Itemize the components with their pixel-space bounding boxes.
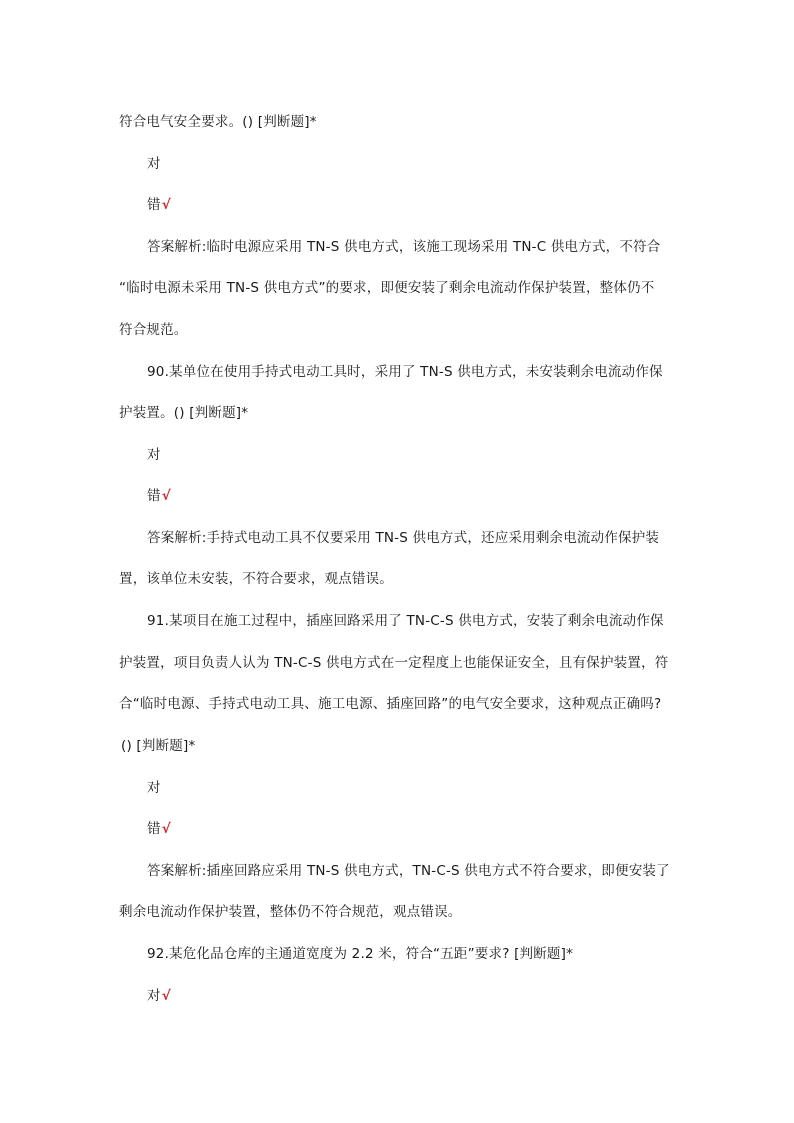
checkmark-icon: √ <box>161 988 171 1004</box>
checkmark-icon: √ <box>161 488 171 504</box>
answer-analysis-89-line2: “临时电源未采用 TN-S 供电方式”的要求，即便安装了剩余电流动作保护装置，整体仍不 <box>119 280 655 296</box>
option-true-correct: 对√ <box>147 988 171 1004</box>
option-false-correct: 错√ <box>147 197 171 213</box>
answer-analysis-90-line2: 置，该单位未安装，不符合要求，观点错误。 <box>119 571 393 587</box>
answer-analysis-91: 答案解析:插座回路应采用 TN-S 供电方式，TN-C-S 供电方式不符合要求，即便安装了 <box>147 863 670 879</box>
question-90-line2: 护装置。() [判断题]* <box>119 405 249 421</box>
question-91-line4: () [判断题]* <box>121 738 196 754</box>
answer-analysis-89: 答案解析:临时电源应采用 TN-S 供电方式，该施工现场采用 TN-C 供电方式，不符合 <box>147 239 661 255</box>
question-90: 90.某单位在使用手持式电动工具时，采用了 TN-S 供电方式，未安装剩余电流动作保 <box>147 364 663 380</box>
question-92: 92.某危化品仓库的主通道宽度为 2.2 米，符合“五距”要求? [判断题]* <box>147 946 574 962</box>
question-91-line2: 护装置，项目负责人认为 TN-C-S 供电方式在一定程度上也能保证安全，且有保护装置，符 <box>119 655 669 671</box>
option-false-correct: 错√ <box>147 488 171 504</box>
checkmark-icon: √ <box>161 821 171 837</box>
option-true: 对 <box>147 780 161 796</box>
option-false-correct: 错√ <box>147 821 171 837</box>
answer-analysis-91-line2: 剩余电流动作保护装置，整体仍不符合规范，观点错误。 <box>119 904 462 920</box>
checkmark-icon: √ <box>161 197 171 213</box>
question-91-line3: 合“临时电源、手持式电动工具、施工电源、插座回路”的电气安全要求，这种观点正确吗? <box>119 696 662 712</box>
answer-analysis-90: 答案解析:手持式电动工具不仅要采用 TN-S 供电方式，还应采用剩余电流动作保护装 <box>147 530 660 546</box>
answer-analysis-89-line3: 符合规范。 <box>119 322 188 338</box>
question-91: 91.某项目在施工过程中，插座回路采用了 TN-C-S 供电方式，安装了剩余电流动作保 <box>147 613 664 629</box>
question-89-continuation: 符合电气安全要求。() [判断题]* <box>119 114 317 130</box>
option-true: 对 <box>147 447 161 463</box>
option-true: 对 <box>147 156 161 172</box>
